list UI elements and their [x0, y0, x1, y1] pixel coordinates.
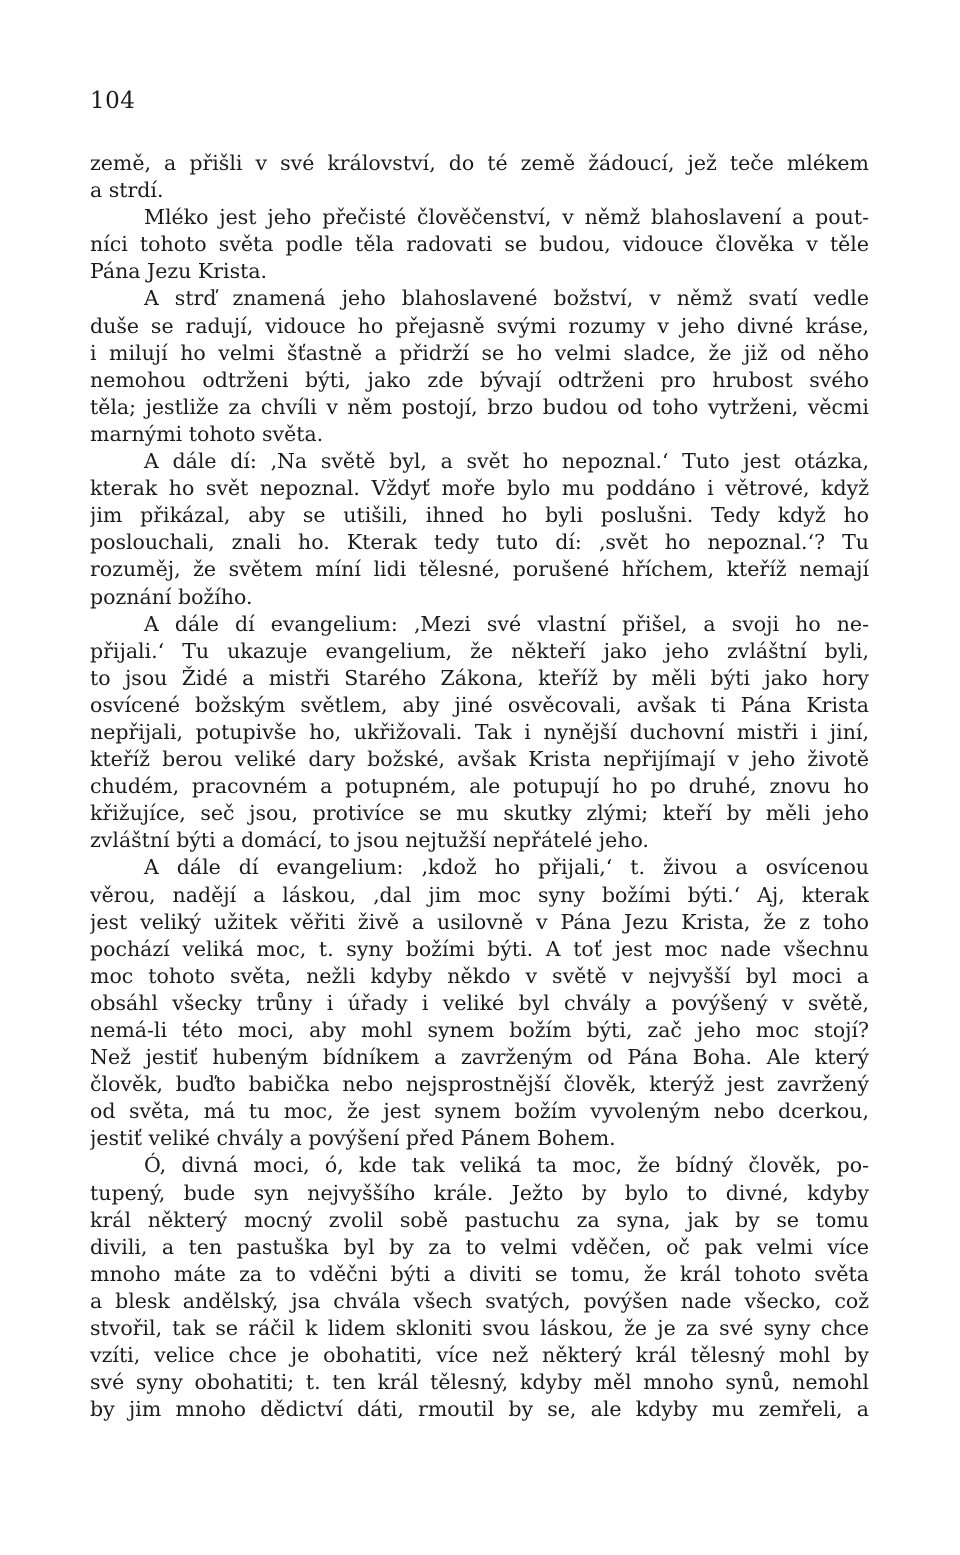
text-line: Pána Jezu Krista.	[90, 259, 268, 284]
text-line: A dále dí evangelium: ‚kdož ho přijali,‘ t. živou a osvícenou	[144, 855, 869, 880]
text-line: obsáhl všecky trůny i úřady i veliké byl chvály a povýšený v světě,	[90, 990, 869, 1015]
text-line: jim přikázal, aby se utišili, ihned ho byli poslušni. Tedy když ho	[90, 503, 869, 528]
text-line: rozuměj, že světem míní lidi tělesné, porušené hříchem, kteříž nemají	[90, 557, 869, 582]
text-line: přijali.‘ Tu ukazuje evangelium, že někteří jako jeho zvláštní byli,	[90, 638, 869, 663]
text-line: osvícené božským světlem, aby jiné osvěcovali, avšak ti Pána Krista	[90, 692, 869, 717]
text-line: mnoho máte za to vděčni býti a diviti se tomu, že král tohoto světa	[90, 1261, 869, 1286]
text-line: kteříž berou veliké dary božské, avšak Krista nepřijímají v jeho životě	[90, 747, 869, 772]
text-line: král některý mocný zvolil sobě pastuchu za syna, jak by se tomu	[90, 1207, 869, 1232]
text-line: Než jestiť hubeným bídníkem a zavrženým od Pána Boha. Ale který	[90, 1045, 869, 1070]
text-line: poslouchali, znali ho. Kterak tedy tuto dí: ‚svět ho nepoznal.‘? Tu	[90, 530, 869, 555]
text-line: kterak ho svět nepoznal. Vždyť moře bylo mu poddáno i větrové, když	[90, 476, 869, 501]
text-line: nepřijali, potupivše ho, ukřižovali. Tak i nynější duchovní mistři i jiní,	[90, 719, 869, 744]
text-line: a blesk andělský, jsa chvála všech svatých, povýšen nade všecko, což	[90, 1288, 869, 1313]
text-line: níci tohoto světa podle těla radovati se budou, vidouce člověka v těle	[90, 232, 869, 257]
text-line: pochází veliká moc, t. syny božími býti. A toť jest moc nade všechnu	[90, 936, 869, 961]
text-line: člověk, buďto babička nebo nejsprostnější člověk, kterýž jest zavržený	[90, 1072, 869, 1097]
body-text	[90, 150, 869, 1423]
text-line: Ó, divná moci, ó, kde tak veliká ta moc, že bídný člověk, po-	[144, 1153, 869, 1178]
text-line: nemá-li této moci, aby mohl synem božím býti, zač jeho moc stojí?	[90, 1018, 869, 1042]
text-line: A dále dí: ‚Na světě byl, a svět ho nepoznal.‘ Tuto jest otázka,	[144, 449, 869, 474]
text-line: vzíti, velice chce je obohatiti, více než některý král tělesný mohl by	[90, 1343, 869, 1368]
text-line: od světa, má tu moc, že jest synem božím vyvoleným nebo dcerkou,	[90, 1099, 869, 1124]
text-line: křižujíce, seč jsou, protivíce se mu skutky zlými; kteří by měli jeho	[90, 801, 869, 826]
text-line: zvláštní býti a domácí, to jsou nejtužší nepřátelé jeho.	[90, 828, 649, 853]
text-line: duše se radují, vidouce ho přejasně svými rozumy v jeho divné kráse,	[90, 313, 869, 338]
text-line: stvořil, tak se ráčil k lidem skloniti svou láskou, že je za své syny chce	[90, 1316, 869, 1341]
text-line: A strď znamená jeho blahoslavené božství, v němž svatí vedle	[144, 286, 869, 311]
text-line: věrou, nadějí a láskou, ‚dal jim moc syny božími býti.‘ Aj, kterak	[90, 882, 869, 907]
text-line: divili, a ten pastuška byl by za to velmi vděčen, oč pak velmi více	[90, 1234, 869, 1259]
text-line: jest veliký užitek věřiti živě a usilovně v Pána Jezu Krista, že z toho	[90, 909, 869, 934]
text-line: to jsou Židé a mistři Starého Zákona, kteříž by měli býti jako hory	[90, 665, 869, 690]
text-line: a strdí.	[90, 178, 164, 203]
page-number: 104	[90, 88, 136, 114]
text-line: těla; jestliže za chvíli v něm postojí, brzo budou od toho vytrženi, věcmi	[90, 394, 869, 419]
text-line: Mléko jest jeho přečisté člověčenství, v němž blahoslavení a pout-	[144, 205, 869, 230]
text-line: by jim mnoho dědictví dáti, rmoutil by se, ale kdyby mu zemřeli, a	[90, 1397, 869, 1422]
text-line: moc tohoto světa, nežli kdyby někdo v světě v nejvyšší byl moci a	[90, 963, 869, 988]
text-line: poznání božího.	[90, 584, 253, 609]
text-line: tupený, bude syn nejvyššího krále. Ježto by bylo to divné, kdyby	[90, 1180, 869, 1205]
text-line: své syny obohatiti; t. ten král tělesný, kdyby měl mnoho synů, nemohl	[90, 1370, 869, 1395]
text-line: marnými tohoto světa.	[90, 421, 324, 446]
text-line: jestiť veliké chvály a povýšení před Pánem Bohem.	[90, 1126, 616, 1151]
text-line: nemohou odtrženi býti, jako zde bývají odtrženi pro hrubost svého	[90, 367, 869, 392]
text-line: A dále dí evangelium: ‚Mezi své vlastní přišel, a svoji ho ne-	[144, 611, 869, 636]
text-line: i milují ho velmi šťastně a přidrží se ho velmi sladce, že již od něho	[90, 340, 869, 365]
text-line: chudém, pracovném a potupném, ale potupují ho po druhé, znovu ho	[90, 774, 869, 799]
text-line: země, a přišli v své království, do té země žádoucí, jež teče mlékem	[90, 151, 869, 175]
